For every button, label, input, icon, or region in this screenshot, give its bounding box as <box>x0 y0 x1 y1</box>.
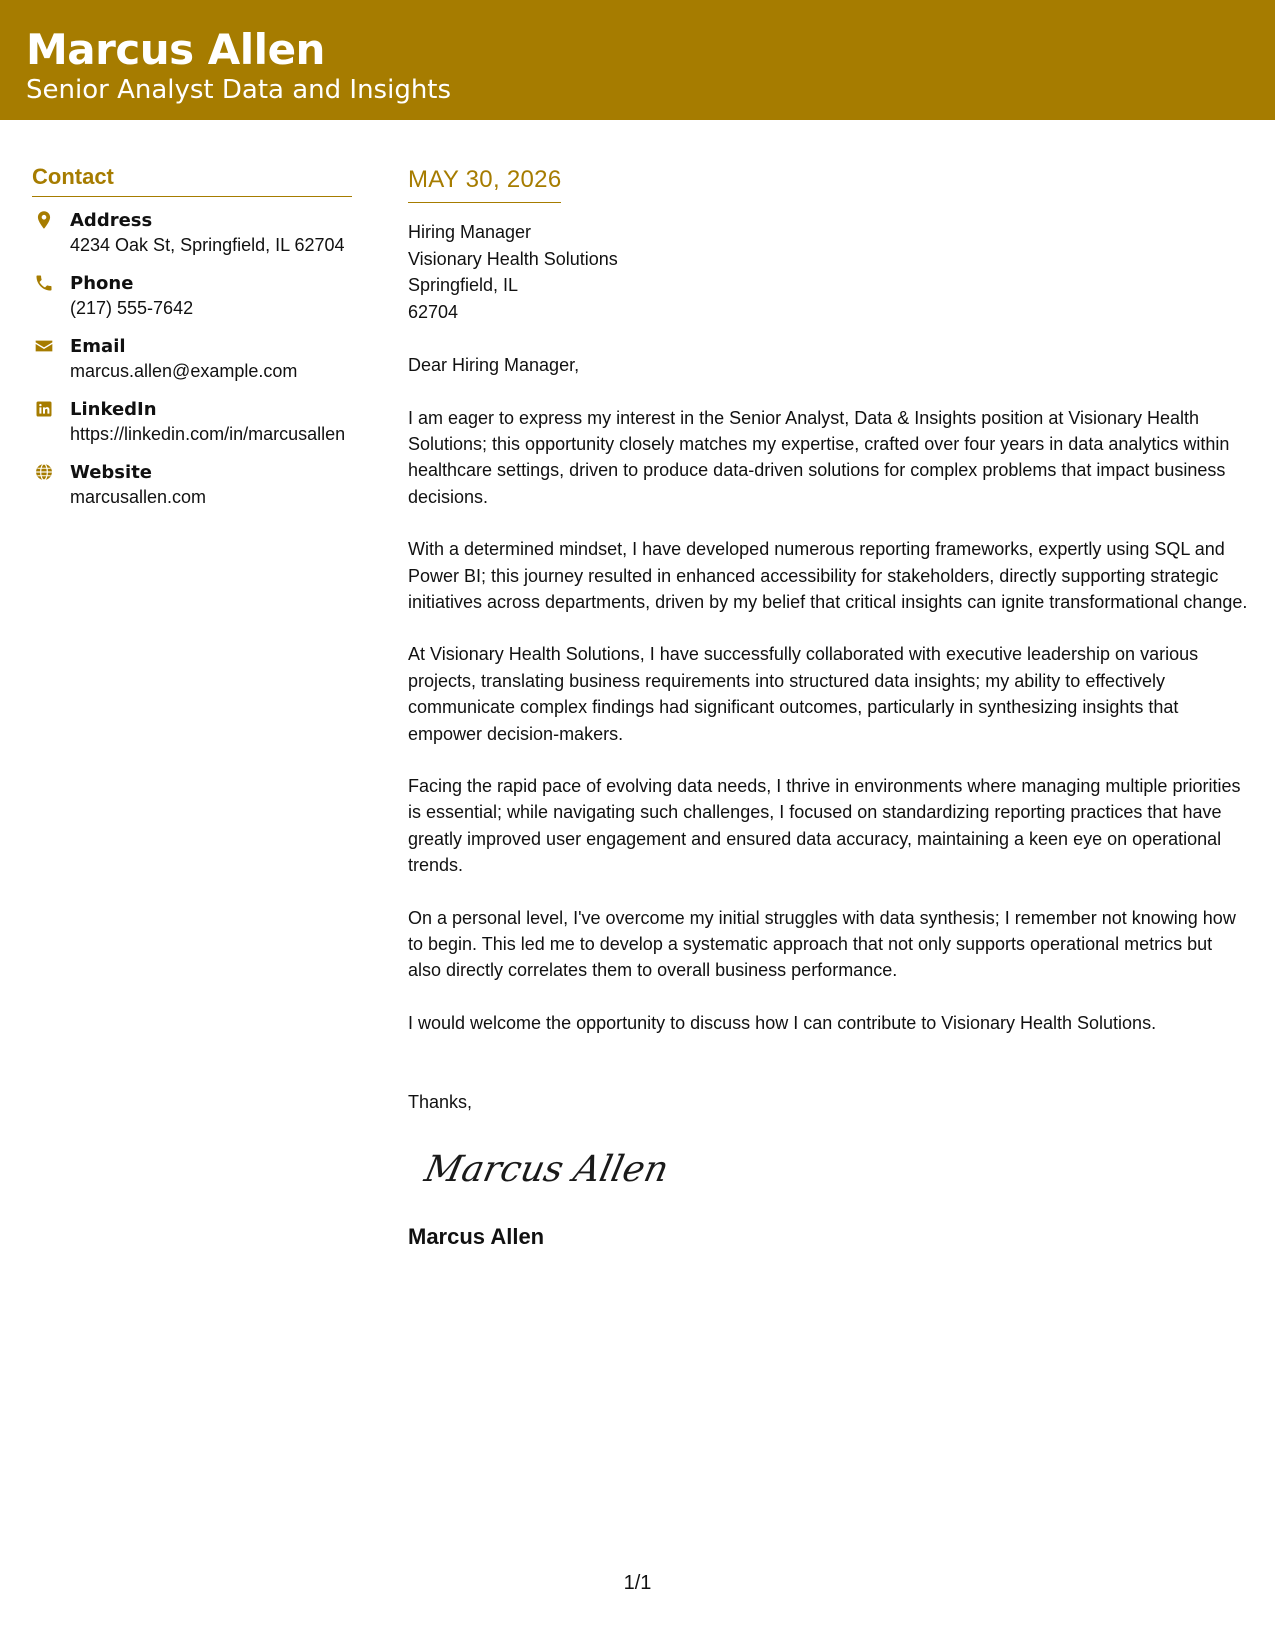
address-label: Address <box>70 210 153 231</box>
email-value[interactable]: marcus.allen@example.com <box>70 361 298 381</box>
linkedin-icon <box>34 399 54 419</box>
letter-date: MAY 30, 2026 <box>408 164 561 203</box>
recipient-line: Visionary Health Solutions <box>408 248 618 269</box>
recipient-block <box>408 219 1248 325</box>
body-paragraph: On a personal level, I've overcome my initial struggles with data synthesis; I remember not knowing how to begin. This led me to develop a systematic approach that not only supports operational metrics but also directly correlates them to overall business performance. <box>408 907 1236 981</box>
envelope-icon <box>34 336 54 356</box>
closing: Thanks, <box>408 1092 473 1113</box>
phone-icon <box>34 273 54 293</box>
body-paragraph: Facing the rapid pace of evolving data needs, I thrive in environments where managing multiple priorities is essential; while navigating such challenges, I focused on standardizing reporting practices that have greatly improved user engagement and ensured data accuracy, maintaining a keen eye on operational trends. <box>408 775 1241 876</box>
greeting: Dear Hiring Manager, <box>408 355 580 375</box>
handwritten-signature <box>420 1139 680 1199</box>
signed-name: Marcus Allen <box>408 1224 545 1250</box>
body-paragraph: I would welcome the opportunity to discuss how I can contribute to Visionary Health Solutions. <box>408 1012 1157 1033</box>
applicant-role: Senior Analyst Data and Insights <box>26 75 452 105</box>
contact-email <box>32 335 352 384</box>
globe-icon <box>34 462 54 482</box>
map-pin-icon <box>34 210 54 230</box>
website-label: Website <box>70 462 153 483</box>
letter-body <box>408 164 1248 1252</box>
header-banner <box>0 0 1275 120</box>
email-label: Email <box>70 336 126 357</box>
applicant-name: Marcus Allen <box>26 25 325 74</box>
website-value[interactable]: marcusallen.com <box>70 487 207 507</box>
recipient-line: Hiring Manager <box>408 222 532 242</box>
recipient-line: Springfield, IL <box>408 275 519 295</box>
contact-phone <box>32 272 352 321</box>
body-paragraph: With a determined mindset, I have developed numerous reporting frameworks, expertly using SQL and Power BI; this journey resulted in enhanced accessibility for stakeholders, directly supporting strategic initiatives across departments, driven by my belief that critical insights can ignite transformational change. <box>408 539 1248 612</box>
phone-label: Phone <box>70 273 134 294</box>
page-number: 1/1 <box>623 1572 652 1594</box>
address-value: 4234 Oak St, Springfield, IL 62704 <box>70 235 345 255</box>
phone-value: (217) 555-7642 <box>70 298 194 318</box>
linkedin-label: LinkedIn <box>70 399 157 420</box>
body-paragraph: I am eager to express my interest in the Senior Analyst, Data & Insights position at Visionary Health Solutions; this opportunity closely matches my expertise, crafted over four years in data analytics within healthcare settings, driven to produce data-driven solutions for complex problems that impact business decisions. <box>408 407 1230 507</box>
body-paragraph: At Visionary Health Solutions, I have successfully collaborated with executive leadership on various projects, translating business requirements into structured data insights; my ability to effectively communicate complex findings had significant outcomes, particularly in synthesizing insights that empower decision-makers. <box>408 644 1199 744</box>
linkedin-value[interactable]: https://linkedin.com/in/marcusallen <box>70 424 346 444</box>
contact-sidebar <box>32 162 352 510</box>
contact-linkedin <box>32 398 352 447</box>
svg-text:Marcus Allen: Marcus Allen <box>421 1147 673 1191</box>
recipient-line: 62704 <box>408 301 459 322</box>
contact-website <box>32 461 352 510</box>
contact-title: Contact <box>32 162 352 197</box>
contact-address <box>32 209 352 258</box>
